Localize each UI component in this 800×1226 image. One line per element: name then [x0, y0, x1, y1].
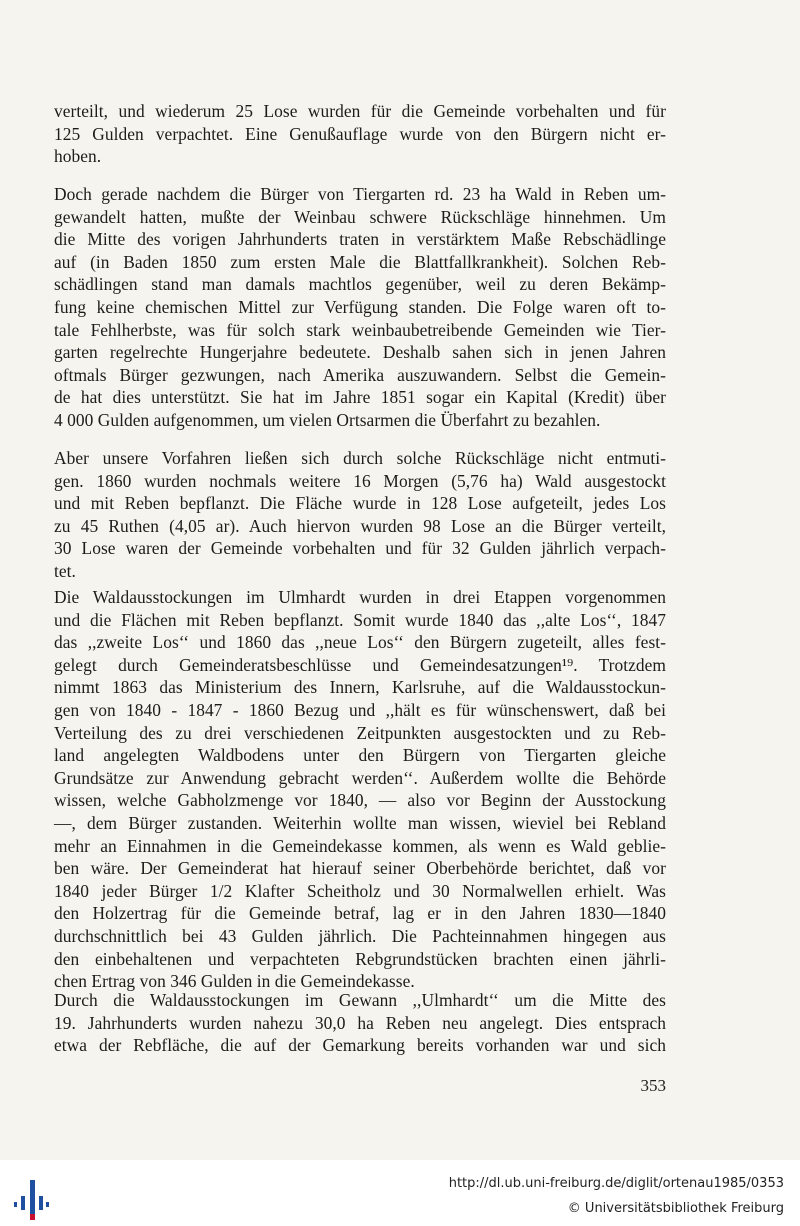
paragraph-2 [54, 183, 666, 432]
text-line: Verteilung des zu drei verschiedenen Zeitpunkten ausgestockten und zu Reb- [54, 722, 666, 743]
text-line: de hat dies unterstützt. Sie hat im Jahre 1851 sogar ein Kapital (Kredit) über [54, 387, 666, 408]
text-line: tale Fehlherbste, was für solch stark weinbaubetreibende Gemeinden wie Tier- [54, 319, 666, 340]
text-line: 30 Lose waren der Gemeinde vorbehalten und für 32 Gulden jährlich verpach- [54, 538, 666, 559]
paragraph-3 [54, 447, 666, 583]
text-line: etwa der Rebfläche, die auf der Gemarkung bereits vorhanden war und sich [54, 1035, 666, 1056]
text-line: den einbehaltenen und verpachteten Rebgrundstücken brachten einen jährli- [54, 948, 666, 969]
text-line: gen von 1840 - 1847 - 1860 Bezug und ,,hält es für wünschenswert, daß bei [54, 699, 666, 720]
paragraph-5 [54, 989, 666, 1057]
text-line: oftmals Bürger gezwungen, nach Amerika auszuwandern. Selbst die Gemein- [54, 364, 666, 385]
text-line: hoben. [54, 146, 102, 167]
text-line: verteilt, und wiederum 25 Lose wurden für die Gemeinde vorbehalten und für [54, 101, 666, 121]
page-number: 353 [640, 1076, 666, 1095]
text-line: Doch gerade nachdem die Bürger von Tiergarten rd. 23 ha Wald in Reben um- [54, 184, 666, 204]
text-line: gewandelt hatten, mußte der Weinbau schwere Rückschläge hinnehmen. Um [54, 206, 666, 227]
text-line: nimmt 1863 das Ministerium des Innern, Karlsruhe, auf die Waldausstockun- [54, 677, 666, 698]
text-line: mehr an Einnahmen in die Gemeindekasse kommen, als wenn es Wald geblie- [54, 835, 666, 856]
text-line: 125 Gulden verpachtet. Eine Genußauflage wurde von den Bürgern nicht er- [54, 123, 666, 144]
text-line: 1840 jeder Bürger 1/2 Klafter Scheitholz und 30 Normalwellen erhielt. Was [54, 880, 666, 901]
text-line: auf (in Baden 1850 zum ersten Male die Blattfallkrankheit). Solchen Reb- [54, 251, 666, 272]
paragraph-4 [54, 586, 666, 993]
text-line: —, dem Bürger zustanden. Weiterhin wollte man wissen, wieviel bei Rebland [54, 812, 666, 833]
text-line: chen Ertrag von 346 Gulden in die Gemeindekasse. [54, 971, 415, 992]
text-line: durchschnittlich bei 43 Gulden jährlich. Die Pachteinnahmen hingegen aus [54, 925, 666, 946]
text-line: und die Flächen mit Reben bepflanzt. Somit wurde 1840 das ,,alte Los‘‘, 1847 [54, 609, 666, 630]
text-line: Die Waldausstockungen im Ulmhardt wurden in drei Etappen vorgenommen [54, 587, 666, 607]
footer-copyright: © Universitätsbibliothek Freiburg [567, 1201, 784, 1216]
ub-freiburg-logo-icon [14, 1172, 50, 1222]
text-line: Grundsätze zur Anwendung gebracht werden‘‘. Außerdem wollte die Behörde [54, 767, 666, 788]
text-line: 4 000 Gulden aufgenommen, um vielen Ortsarmen die Überfahrt zu bezahlen. [54, 409, 601, 430]
text-line: den Holzertrag für die Gemeinde betraf, lag er in den Jahren 1830—1840 [54, 903, 666, 924]
text-line: das ,,zweite Los‘‘ und 1860 das ,,neue Los‘‘ den Bürgern zugeteilt, alles fest- [54, 632, 666, 653]
footer [0, 1160, 800, 1226]
text-line: fung keine chemischen Mittel zur Verfügung standen. Die Folge waren oft to- [54, 296, 666, 317]
text-line: wissen, welche Gabholzmenge vor 1840, — also vor Beginn der Ausstockung [54, 790, 666, 811]
text-line: zu 45 Ruthen (4,05 ar). Auch hiervon wurden 98 Lose an die Bürger verteilt, [54, 515, 666, 536]
footer-url-link[interactable]: http://dl.ub.uni-freiburg.de/diglit/ortenau1985/0353 [448, 1176, 784, 1191]
text-line: gen. 1860 wurden nochmals weitere 16 Morgen (5,76 ha) Wald ausgestockt [54, 470, 666, 491]
text-line: ben wäre. Der Gemeinderat hat hierauf seiner Oberbehörde berichtet, daß vor [54, 858, 666, 879]
text-line: 19. Jahrhunderts wurden nahezu 30,0 ha Reben neu angelegt. Dies entsprach [54, 1012, 666, 1033]
text-line: tet. [54, 560, 76, 581]
text-line: Durch die Waldausstockungen im Gewann ,,Ulmhardt‘‘ um die Mitte des [54, 990, 666, 1010]
text-line: land angelegten Waldbodens unter den Bürgern von Tiergarten gleiche [54, 745, 666, 766]
text-line: und mit Reben bepflanzt. Die Fläche wurde in 128 Lose aufgeteilt, jedes Los [54, 493, 666, 514]
text-line: gelegt durch Gemeinderatsbeschlüsse und Gemeindesatzungen¹⁹. Trotzdem [54, 654, 666, 675]
text-line: schädlingen stand man damals machtlos gegenüber, weil zu deren Bekämp- [54, 274, 666, 295]
text-line: Aber unsere Vorfahren ließen sich durch solche Rückschläge nicht entmuti- [54, 448, 666, 468]
paragraph-1 [54, 100, 666, 168]
text-line: garten regelrechte Hungerjahre bedeutete. Deshalb sahen sich in jenen Jahren [54, 342, 666, 363]
text-line: die Mitte des vorigen Jahrhunderts traten in verstärktem Maße Rebschädlinge [54, 229, 666, 250]
